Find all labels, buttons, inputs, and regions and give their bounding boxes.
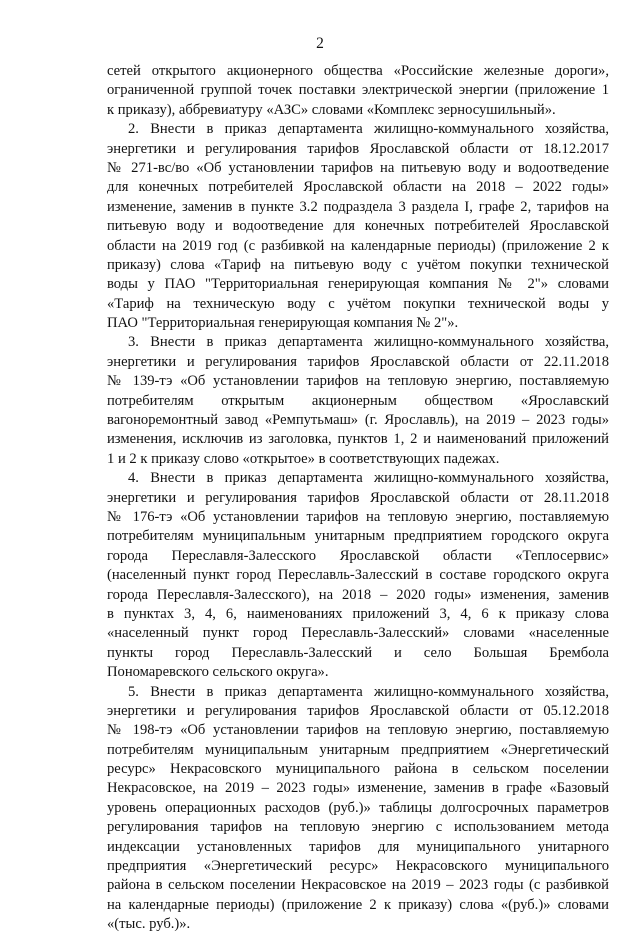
text-line: области на 2019 год (с разбивкой на календарные периоды) (приложение 2 к <box>107 237 609 254</box>
text-line: потребителям открытым акционерным обществом «Ярославский <box>107 392 609 409</box>
page-number: 2 <box>316 35 324 52</box>
text-line: ПАО "Территориальная генерирующая компания № 2"». <box>107 315 459 332</box>
text-line: № 139-тэ «Об установлении тарифов на тепловую энергию, поставляемую <box>107 373 609 390</box>
text-line: 4. Внести в приказ департамента жилищно-коммунального хозяйства, <box>128 470 609 487</box>
text-line: № 271-вс/во «Об установлении тарифов на питьевую воду и водоотведение <box>107 159 609 176</box>
text-line: регулирования тарифов на тепловую энергию с использованием метода <box>107 819 609 836</box>
text-line: 3. Внести в приказ департамента жилищно-коммунального хозяйства, <box>128 334 609 351</box>
text-line: воды у ПАО "Территориальная генерирующая компания № 2"» словами <box>107 276 609 293</box>
document-body <box>107 62 609 935</box>
text-line: потребителям муниципальным унитарным предприятием городского округа <box>107 528 609 545</box>
text-line: на календарные периоды) (приложение 2 к приказу) слова «(руб.)» словами <box>107 896 609 913</box>
text-line: города Переславля-Залесского Ярославской области «Теплосервис» <box>107 547 609 564</box>
text-line: потребителям муниципальным унитарным предприятием «Энергетический <box>107 741 609 758</box>
text-line: предприятия «Энергетический ресурс» Некрасовского муниципального <box>107 858 609 875</box>
text-line: 1 и 2 к приказу слово «открытое» в соответствующих падежах. <box>107 450 500 467</box>
text-line: пункты город Переславль-Залесский и село Большая Брембола <box>107 644 609 661</box>
text-line: района в сельском поселении Некрасовское на 2019 – 2023 годы (с разбивкой <box>107 877 609 894</box>
text-line: «(тыс. руб.)». <box>107 916 191 933</box>
text-line: ограниченной группой точек поставки электрической энергии (приложение 1 <box>107 82 609 99</box>
text-line: Некрасовское, на 2019 – 2023 годы» изменение, заменив в графе «Базовый <box>107 780 609 797</box>
text-line: № 176-тэ «Об установлении тарифов на тепловую энергию, поставляемую <box>107 508 609 525</box>
text-line: к приказу), аббревиатуру «АЗС» словами «Комплекс зерносушильный». <box>107 101 556 118</box>
text-line: 2. Внести в приказ департамента жилищно-коммунального хозяйства, <box>128 121 609 138</box>
text-line: вагоноремонтный завод «Ремпутьмаш» (г. Ярославль), на 2019 – 2023 годы» <box>107 412 609 429</box>
text-line: уровень операционных расходов (руб.)» таблицы долгосрочных параметров <box>107 799 609 816</box>
text-line: для конечных потребителей Ярославской области на 2018 – 2022 годы» <box>107 179 609 196</box>
text-line: приказу) слова «Тариф на питьевую воду с учётом покупки технической <box>107 256 609 273</box>
text-line: № 198-тэ «Об установлении тарифов на тепловую энергию, поставляемую <box>107 722 609 739</box>
text-line: энергетики и регулирования тарифов Ярославской области от 18.12.2017 <box>107 140 609 157</box>
text-line: питьевую воду и водоотведение для конечных потребителей Ярославской <box>107 218 609 235</box>
text-line: (населенный пункт город Переславль-Залесский в составе городского округа <box>107 567 609 584</box>
text-line: ресурс» Некрасовского муниципального района в сельском поселении <box>107 761 609 778</box>
text-line: Пономаревского сельского округа». <box>107 664 329 681</box>
text-line: изменения, исключив из заголовка, пунктов 1, 2 и наименований приложений <box>107 431 609 448</box>
text-line: города Переславля-Залесского), на 2018 – 2020 годы» изменения, заменив <box>107 586 609 603</box>
text-line: 5. Внести в приказ департамента жилищно-коммунального хозяйства, <box>128 683 609 700</box>
text-line: индексации установленных тарифов для муниципального унитарного <box>107 838 609 855</box>
text-line: энергетики и регулирования тарифов Ярославской области от 22.11.2018 <box>107 353 609 370</box>
text-line: изменение, заменив в пункте 3.2 подраздела 3 раздела I, графе 2, тарифов на <box>107 198 609 215</box>
text-line: «населенный пункт город Переславль-Залесский» словами «населенные <box>107 625 609 642</box>
text-line: «Тариф на техническую воду с учётом покупки технической воды у <box>107 295 609 312</box>
text-line: энергетики и регулирования тарифов Ярославской области от 05.12.2018 <box>107 702 609 719</box>
text-line: сетей открытого акционерного общества «Российские железные дороги», <box>107 63 609 79</box>
text-line: энергетики и регулирования тарифов Ярославской области от 28.11.2018 <box>107 489 609 506</box>
text-line: в пунктах 3, 4, 6, наименованиях приложений 3, 4, 6 к приказу слова <box>107 605 609 622</box>
